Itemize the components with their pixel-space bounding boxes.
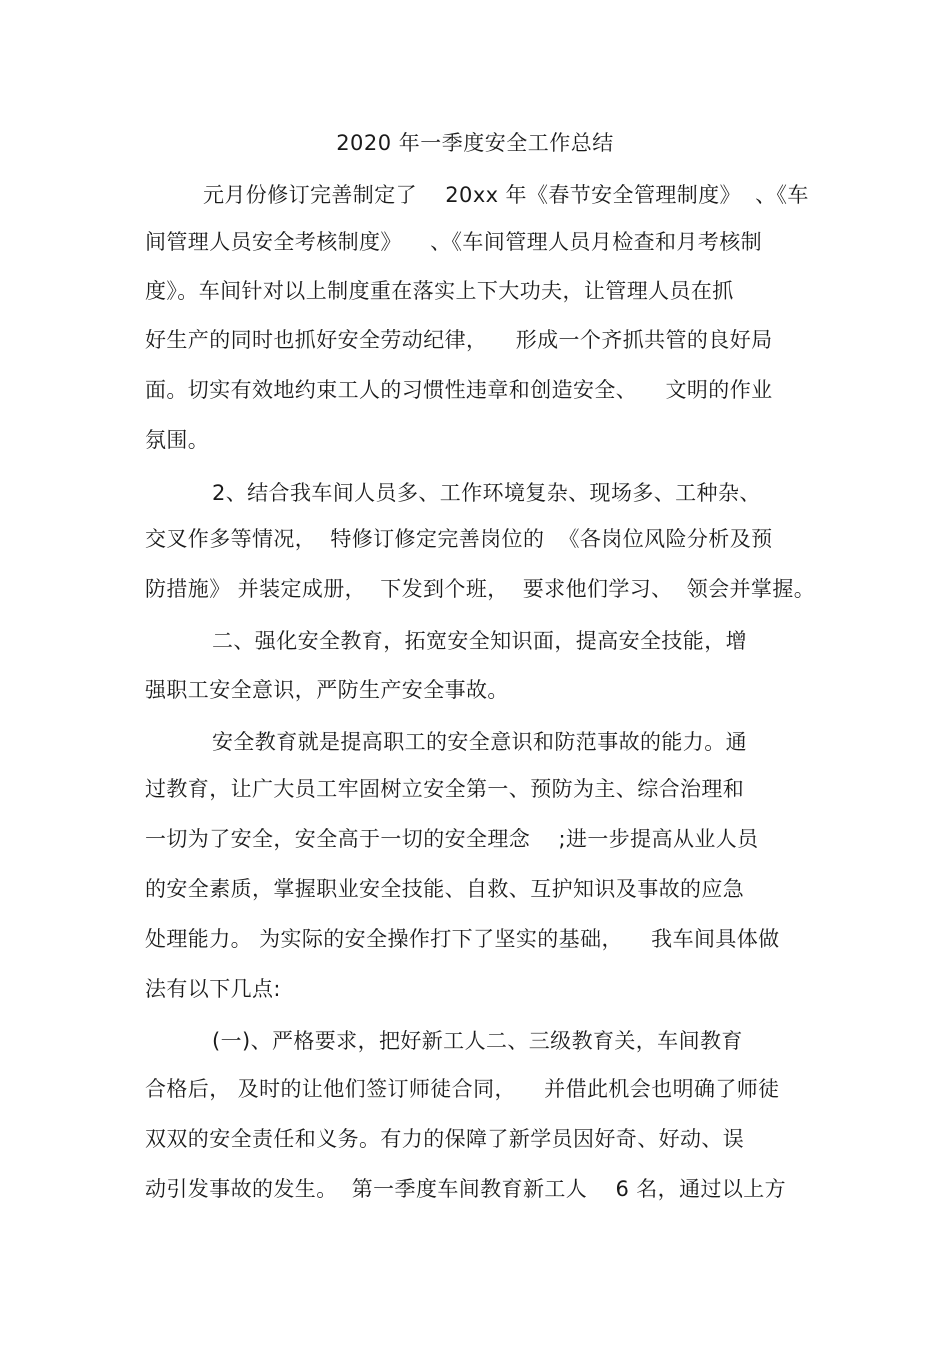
section-heading: 二、强化安全教育，拓宽安全知识面，提高安全技能，增 bbox=[212, 629, 747, 653]
text-line: 动引发事故的发生。 第一季度车间教育新工人 6 名，通过以上方 bbox=[145, 1177, 787, 1201]
text-line: 安全教育就是提高职工的安全意识和防范事故的能力。通 bbox=[212, 730, 747, 754]
text-line: 氛围。 bbox=[145, 428, 210, 452]
text-line: 交叉作多等情况， 特修订修定完善岗位的 《各岗位风险分析及预 bbox=[145, 527, 773, 551]
text-line: 2、结合我车间人员多、工作环境复杂、现场多、工种杂、 bbox=[212, 481, 761, 505]
text-line: 面。切实有效地约束工人的习惯性违章和创造安全、 文明的作业 bbox=[145, 378, 773, 402]
text-line: 的安全素质，掌握职业安全技能、自救、互护知识及事故的应急 bbox=[145, 877, 745, 901]
text-line: 元月份修订完善制定了 20xx 年《春节安全管理制度》 、《车 bbox=[203, 183, 809, 207]
text-line: 过教育，让广大员工牢固树立安全第一、预防为主、综合治理和 bbox=[145, 777, 745, 801]
text-line: (一)、严格要求，把好新工人二、三级教育关，车间教育 bbox=[212, 1029, 743, 1053]
text-line: 间管理人员安全考核制度》 、《车间管理人员月检查和月考核制 bbox=[145, 230, 762, 254]
text-line: 好生产的同时也抓好安全劳动纪律， 形成一个齐抓共管的良好局 bbox=[145, 328, 773, 352]
text-line: 一切为了安全，安全高于一切的安全理念 ;进一步提高从业人员 bbox=[145, 827, 759, 851]
document-title: 2020 年一季度安全工作总结 bbox=[336, 131, 614, 155]
text-line: 法有以下几点: bbox=[145, 977, 281, 1001]
text-line: 处理能力。 为实际的安全操作打下了坚实的基础， 我车间具体做 bbox=[145, 927, 780, 951]
text-line: 度》。车间针对以上制度重在落实上下大功夫，让管理人员在抓 bbox=[145, 279, 734, 303]
text-line: 双双的安全责任和义务。有力的保障了新学员因好奇、好动、误 bbox=[145, 1127, 745, 1151]
text-line: 合格后， 及时的让他们签订师徒合同， 并借此机会也明确了师徒 bbox=[145, 1077, 780, 1101]
section-heading: 强职工安全意识，严防生产安全事故。 bbox=[145, 678, 509, 702]
text-line: 防措施》 并装定成册， 下发到个班， 要求他们学习、 领会并掌握。 bbox=[145, 577, 816, 601]
